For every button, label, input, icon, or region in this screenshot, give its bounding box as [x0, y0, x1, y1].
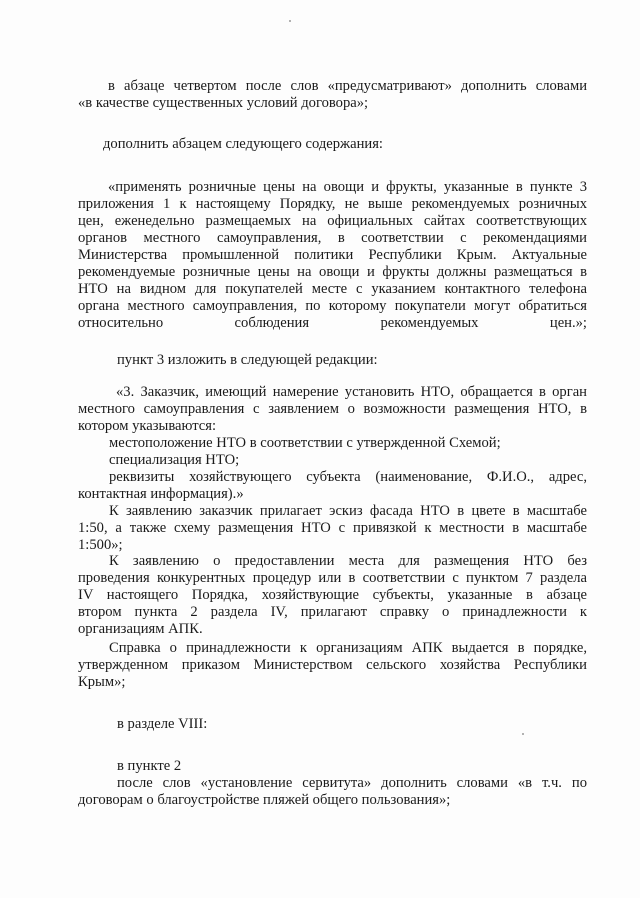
text-line: относительно соблюдения рекомендуемых цен.»;: [78, 315, 587, 331]
paragraph-5: [78, 384, 587, 435]
paragraph-4: пункт 3 изложить в следующей редакции:: [117, 352, 378, 368]
text-line: местного самоуправления с заявлением о возможности размещения НТО, в: [78, 401, 587, 417]
text-line: рекомендуемые розничные цены на овощи и фрукты должны размещаться в: [78, 264, 587, 280]
text-line: «применять розничные цены на овощи и фрукты, указанные в пункте 3: [108, 179, 587, 195]
text-line: реквизиты хозяйствующего субъекта (наименование, Ф.И.О., адрес,: [109, 469, 587, 485]
text-line: приложения 1 к настоящему Порядку, не выше рекомендуемых розничных: [78, 196, 587, 212]
text-line: в абзаце четвертом после слов «предусматривают» дополнить словами: [108, 78, 587, 94]
section-heading: в разделе VIII:: [117, 716, 208, 732]
text-line: IV настоящего Порядка, хозяйствующие субъекты, указанные в абзаце: [78, 587, 587, 603]
text-line: К заявлению о предоставлении места для размещения НТО без: [109, 553, 587, 569]
paragraph-3: [78, 179, 587, 332]
text-line: контактная информация).»: [78, 486, 244, 502]
list-item: специализация НТО;: [109, 452, 240, 468]
text-line: проведения конкурентных процедур или в соответствии с пунктом 7 раздела: [78, 570, 587, 586]
text-line: котором указываются:: [78, 418, 217, 434]
text-line: К заявлению заказчик прилагает эскиз фасада НТО в цвете в масштабе: [109, 503, 587, 519]
text-line: Министерства промышленной политики Республики Крым. Актуальные: [78, 247, 587, 263]
text-line: «в качестве существенных условий договора»;: [78, 95, 369, 111]
paragraph-2: дополнить абзацем следующего содержания:: [103, 136, 383, 152]
text-line: утвержденном приказом Министерством сельского хозяйства Республики: [78, 657, 587, 673]
paragraph-certificate: [78, 640, 587, 691]
text-line: договорам о благоустройстве пляжей общего пользования»;: [78, 792, 451, 808]
paragraph-1: [78, 78, 587, 112]
paragraph-sketch: [78, 503, 587, 554]
list-item: [78, 469, 587, 503]
paragraph-application: [78, 553, 587, 638]
text-line: цен, еженедельно размещаемых на официальных сайтах соответствующих: [78, 213, 587, 229]
text-line: после слов «установление сервитута» дополнить словами «в т.ч. по: [117, 775, 587, 791]
text-line: НТО на видном для покупателей месте с указанием контактного телефона: [78, 281, 587, 297]
scan-speck: [522, 733, 524, 735]
text-line: Крым»;: [78, 674, 126, 690]
text-line: органа местного самоуправления, по которому покупатели могут обратиться: [78, 298, 587, 314]
point-heading: в пункте 2: [117, 758, 182, 774]
text-line: втором пункта 2 раздела IV, прилагают справку о принадлежности к: [78, 604, 587, 620]
paragraph-last: [78, 775, 587, 809]
text-line: Справка о принадлежности к организациям АПК выдается в порядке,: [109, 640, 587, 656]
text-line: организациям АПК.: [78, 621, 203, 637]
text-line: 1:50, а также схему размещения НТО с привязкой к местности в масштабе: [78, 520, 587, 536]
text-line: «3. Заказчик, имеющий намерение установить НТО, обращается в орган: [116, 384, 587, 400]
text-line: 1:500»;: [78, 537, 123, 553]
text-line: органов местного самоуправления, в соответствии с рекомендациями: [78, 230, 587, 246]
list-item: местоположение НТО в соответствии с утвержденной Схемой;: [109, 435, 501, 451]
scan-speck: [289, 20, 291, 22]
